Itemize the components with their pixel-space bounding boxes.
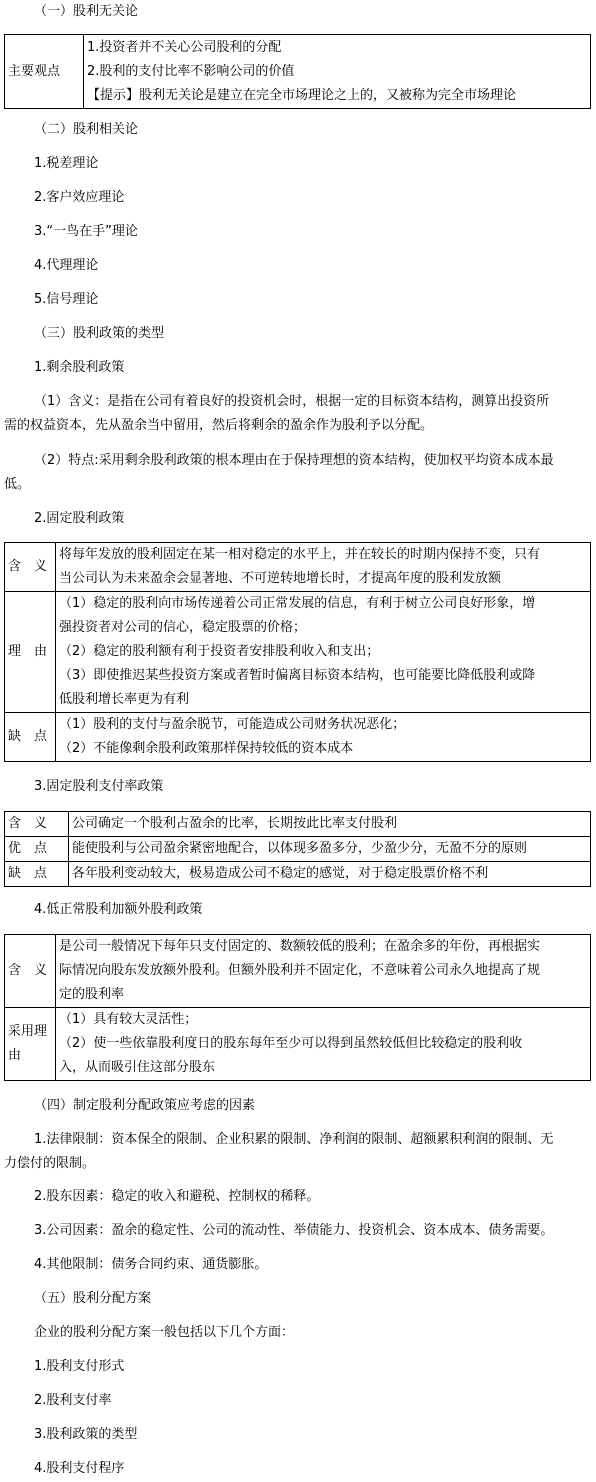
list-item: 4.代理理论 [34,258,99,273]
cell-label: 缺 点 [5,713,56,762]
table-fixed-dividend [4,542,591,762]
cell-label: 含 义 [5,543,56,592]
policy-1-title: 1.剩余股利政策 [34,360,125,375]
cell-content [56,543,591,592]
list-item: 2.股利支付率 [34,1393,112,1408]
line: （2）稳定的股利额有利于投资者安排股利收入和支出； [59,644,380,659]
line: 强投资者对公司的信心，稳定股票的价格； [59,620,307,635]
paragraph-line: （1）含义：是指在公司有着良好的投资机会时，根据一定的目标资本结构，测算出投资所 [34,394,550,409]
line: （1）具有较大灵活性； [59,1012,198,1027]
line: （1）稳定的股利向市场传递着公司正常发展的信息，有利于树立公司良好形象，增 [59,596,536,611]
cell-content [56,1008,591,1081]
section-5-intro: 企业的股利分配方案一般包括以下几个方面： [34,1325,295,1340]
line: 低股利增长率更为有利 [59,692,190,707]
paragraph-line: （2）特点:采用剩余股利政策的根本理由在于保持理想的资本结构，使加权平均资本成本最 [34,453,554,468]
list-item: 5.信号理论 [34,292,99,307]
policy-4-title: 4.低正常股利加额外股利政策 [34,902,203,917]
cell-label: 含 义 [5,812,69,837]
label-line: 由 [8,1048,22,1063]
cell-label: 缺 点 [5,862,69,887]
line: （1）股利的支付与盈余脱节，可能造成公司财务状况恶化； [59,717,406,732]
cell-content [56,713,591,762]
list-item: 2.客户效应理论 [34,190,125,205]
table-fixed-payout-ratio [4,811,591,887]
factor-item: 2.股东因素：稳定的收入和避税、控制权的稀释。 [34,1189,320,1204]
paragraph-line: 力偿付的限制。 [4,1156,96,1171]
line: 际情况向股东发放额外股利。但额外股利并不固定化，不意味着公司永久地提高了规 [59,963,541,978]
line: 当公司认为未来盈余会显著地、不可逆转地增长时，才提高年度的股利发放额 [59,571,502,586]
line: 是公司一般情况下每年只支付固定的、数额较低的股利；在盈余多的年份，再根据实 [59,939,541,954]
cell-content: 各年股利变动较大，极易造成公司不稳定的感觉，对于稳定股票价格不利 [69,862,591,887]
table-dividend-irrelevance [4,34,591,109]
line: （2）不能像剩余股利政策那样保持较低的资本成本 [59,741,354,756]
cell-label: 优 点 [5,837,69,862]
line: （3）即使推迟某些投资方案或者暂时偏离目标资本结构，也可能要比降低股利或降 [59,668,536,683]
list-item: 4.股利支付程序 [34,1461,125,1476]
cell-label: 理 由 [5,592,56,713]
list-item: 3.“一鸟在手”理论 [34,224,138,239]
section-2-title: （二）股利相关论 [34,122,139,137]
cell-label: 主要观点 [5,35,84,109]
label-line: 采用理 [8,1024,48,1039]
section-1-title: （一）股利无关论 [34,4,139,19]
list-item: 1.股利支付形式 [34,1359,125,1374]
line: 2.股利的支付比率不影响公司的价值 [87,63,295,79]
section-3-title: （三）股利政策的类型 [34,326,165,341]
line: （2）使一些依靠股利度日的股东每年至少可以得到虽然较低但比较稳定的股利收 [59,1036,523,1051]
cell-content [56,935,591,1008]
line: 1.投资者并不关心公司股利的分配 [87,39,282,55]
list-item: 3.股利政策的类型 [34,1427,138,1442]
policy-2-title: 2.固定股利政策 [34,511,125,526]
line: 将每年发放的股利固定在某一相对稳定的水平上，并在较长的时期内保持不变，只有 [59,547,541,562]
line: 入，从而吸引住这部分股东 [59,1060,216,1075]
cell-label: 含 义 [5,935,56,1008]
cell-content [56,592,591,713]
paragraph-line: 1.法律限制：资本保全的限制、企业积累的限制、净利润的限制、超额累积利润的限制、无 [34,1132,554,1147]
paragraph-line: 低。 [4,477,31,492]
cell-label [5,1008,56,1081]
factor-item: 4.其他限制：债务合同约束、通货膨胀。 [34,1257,268,1272]
paragraph-line: 需的权益资本，先从盈余当中留用，然后将剩余的盈余作为股利予以分配。 [4,418,434,433]
section-4-title: （四）制定股利分配政策应考虑的因素 [34,1098,256,1113]
cell-content: 能使股利与公司盈余紧密地配合，以体现多盈多分，少盈少分，无盈不分的原则 [69,837,591,862]
table-low-regular-plus-extra [4,934,591,1081]
line: 定的股利率 [59,987,125,1002]
factor-item: 3.公司因素：盈余的稳定性、公司的流动性、举债能力、投资机会、资本成本、债务需要。 [34,1223,554,1238]
list-item: 1.税差理论 [34,156,99,171]
section-5-title: （五）股利分配方案 [34,1291,152,1306]
line: 【提示】股利无关论是建立在完全市场理论之上的，又被称为完全市场理论 [87,87,517,103]
cell-content [84,35,591,109]
cell-content: 公司确定一个股利占盈余的比率，长期按此比率支付股利 [69,812,591,837]
policy-3-title: 3.固定股利支付率政策 [34,779,164,794]
